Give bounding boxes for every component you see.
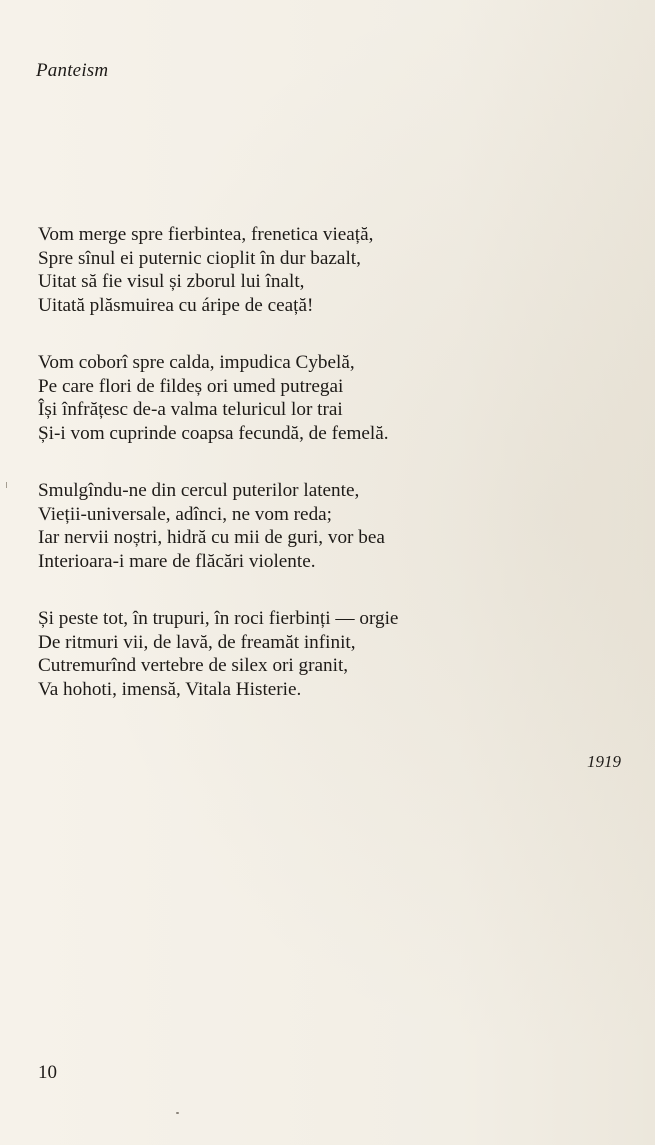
poem-line: Și peste tot, în trupuri, în roci fierbinți — orgie bbox=[38, 608, 399, 629]
poem-line: Vieții-universale, adînci, ne vom reda; bbox=[38, 503, 333, 525]
poem-line: Pe care flori de fildeș ori umed putregai bbox=[38, 375, 344, 397]
poem-line: Și-i vom cuprinde coapsa fecundă, de femelă. bbox=[38, 422, 389, 444]
stanza-3 bbox=[38, 479, 598, 573]
stanza-2 bbox=[38, 351, 598, 445]
running-title: Panteism bbox=[36, 60, 109, 81]
poem-line: Vom merge spre fierbintea, frenetica vieață, bbox=[38, 224, 374, 245]
poem-line: De ritmuri vii, de lavă, de freamăt infinit, bbox=[38, 631, 356, 653]
poem-line: Uitată plăsmuirea cu áripe de ceață! bbox=[38, 294, 314, 316]
page-number: 10 bbox=[38, 1062, 57, 1083]
stanza-4 bbox=[38, 607, 598, 701]
poem-body bbox=[38, 223, 598, 735]
poem-line: Spre sînul ei puternic cioplit în dur bazalt, bbox=[38, 247, 361, 269]
stanza-1 bbox=[38, 223, 598, 317]
poem-line: Iar nervii noștri, hidră cu mii de guri, vor bea bbox=[38, 527, 385, 548]
poem-line: Interioara-i mare de flăcări violente. bbox=[38, 550, 316, 572]
paper-speck bbox=[6, 482, 7, 488]
poem-line: Vom coborî spre calda, impudica Cybelă, bbox=[38, 352, 355, 373]
poem-date: 1919 bbox=[587, 752, 621, 771]
poem-line: Smulgîndu-ne din cercul puterilor latente, bbox=[38, 480, 360, 501]
poem-line: Își înfrățesc de-a valma teluricul lor trai bbox=[38, 399, 343, 420]
paper-speck bbox=[176, 1112, 179, 1114]
poem-line: Va hohoti, imensă, Vitala Histerie. bbox=[38, 678, 302, 700]
poem-line: Uitat să fie visul și zborul lui înalt, bbox=[38, 271, 305, 292]
poem-line: Cutremurînd vertebre de silex ori granit, bbox=[38, 655, 349, 676]
